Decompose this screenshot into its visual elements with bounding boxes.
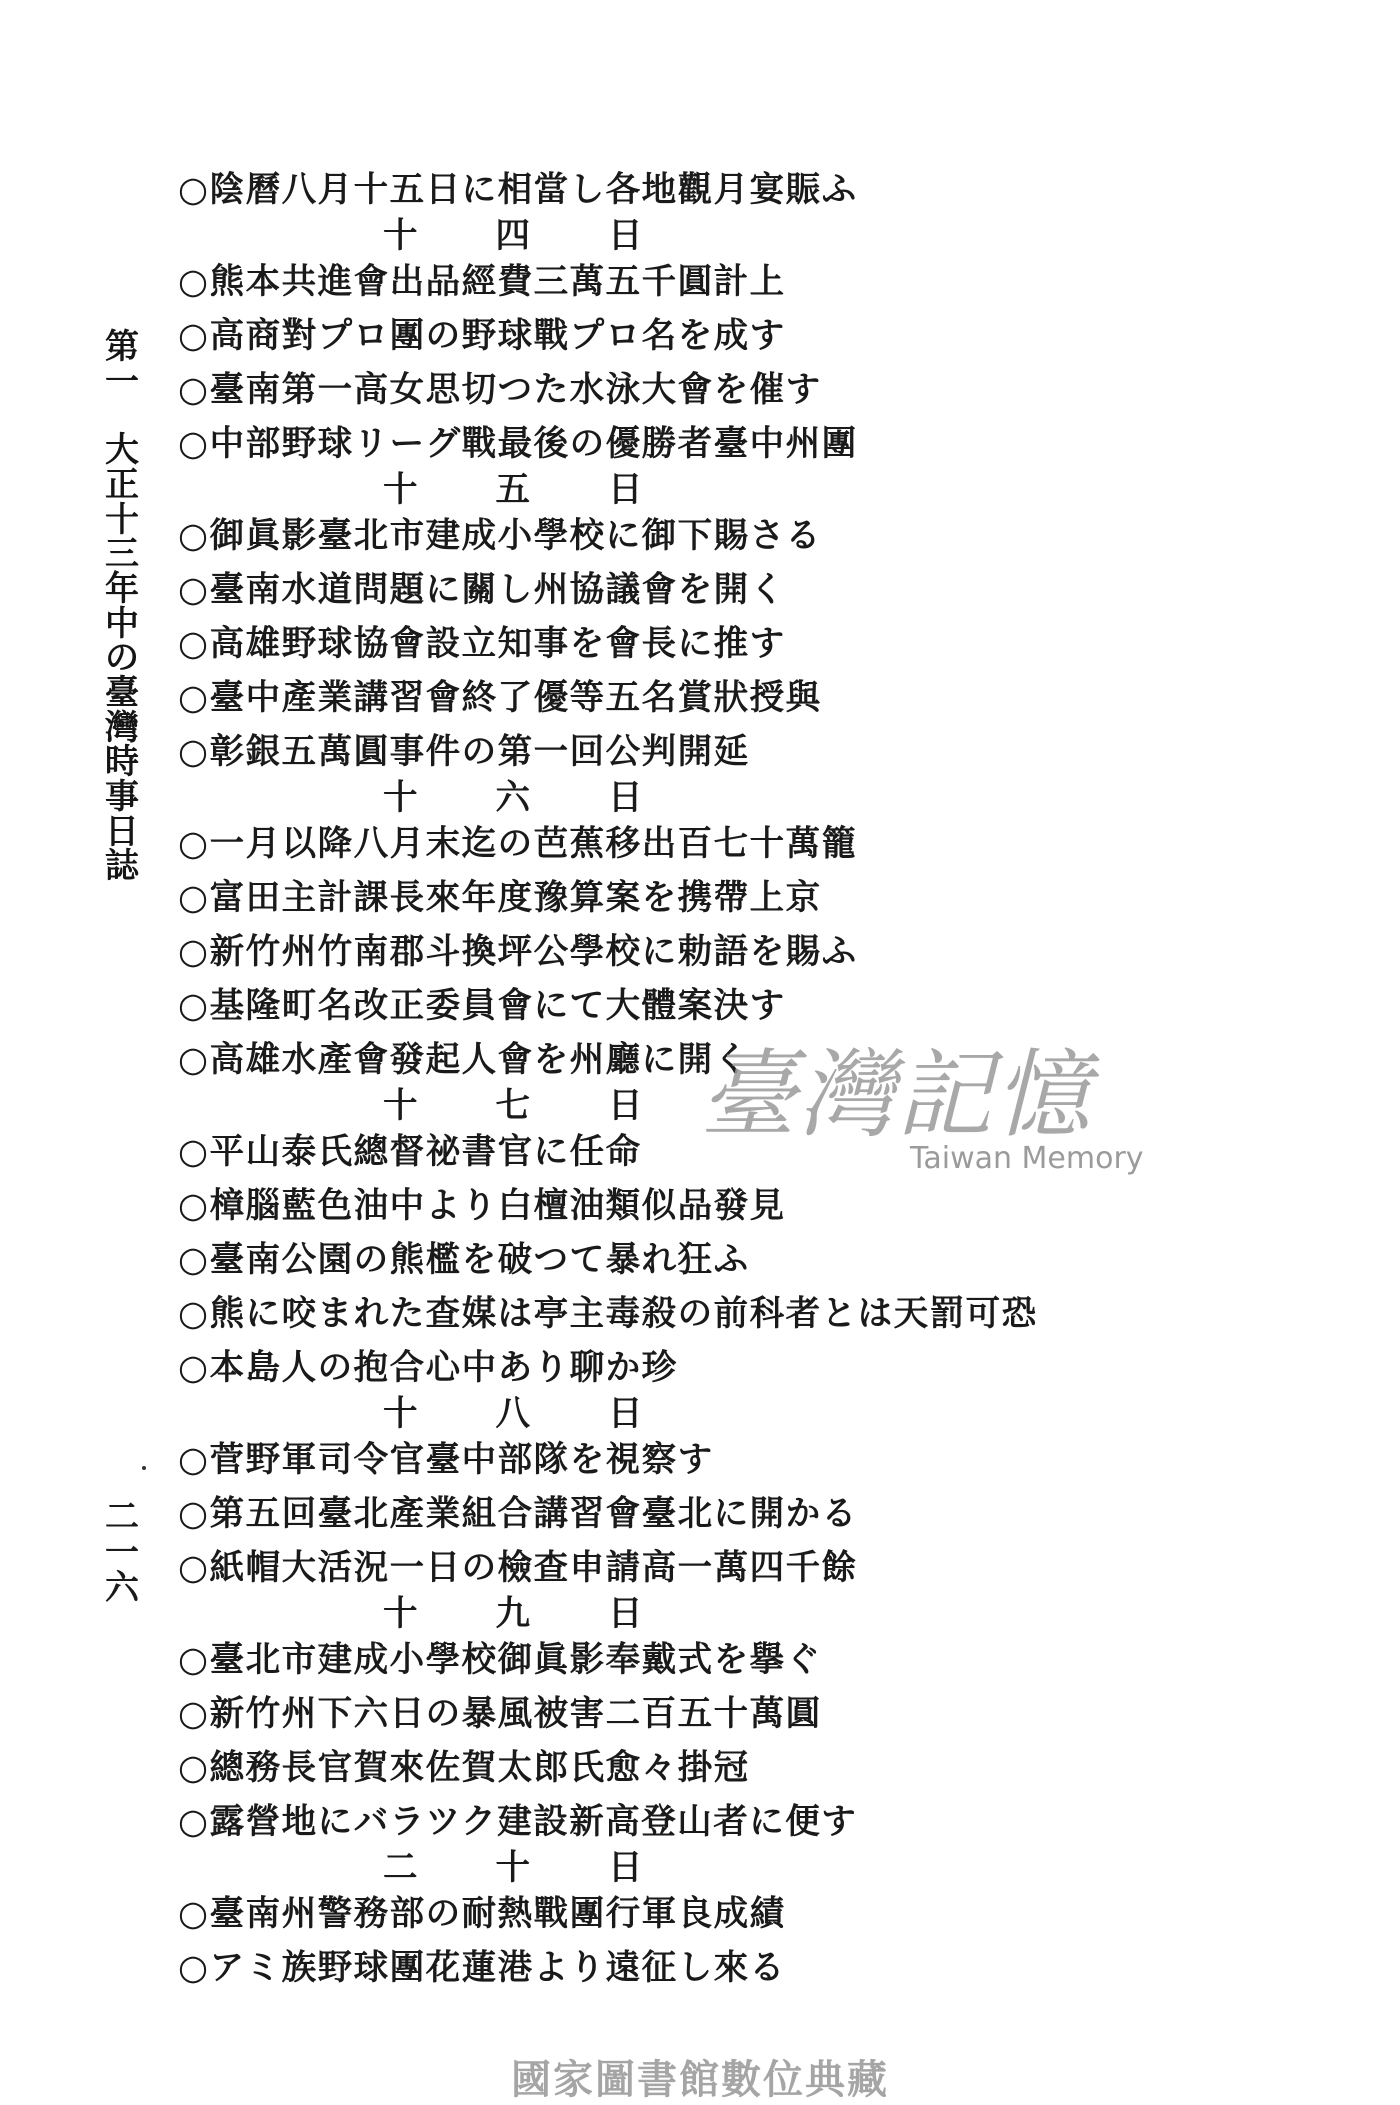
day-heading: 十五日 <box>383 470 721 510</box>
diary-entry: ○御眞影臺北市建成小學校に御下賜さる <box>178 516 822 556</box>
running-head-part: 第 一 <box>105 327 139 402</box>
diary-entry: ○第五回臺北產業組合講習會臺北に開かる <box>178 1494 858 1534</box>
diary-entry: ○臺南第一高女思切つた水泳大會を催す <box>178 370 822 410</box>
day-heading: 十四日 <box>383 216 721 256</box>
diary-entry: ○陰曆八月十五日に相當し各地觀月宴賑ふ <box>178 170 858 210</box>
running-head-title: 大 正 十 三 年 中 の 臺 灣 時 事 日 誌 <box>105 430 139 887</box>
day-heading: 十七日 <box>383 1086 721 1126</box>
print-speck <box>142 1466 146 1470</box>
diary-entry: ○臺南州警務部の耐熱戰團行軍良成績 <box>178 1894 786 1934</box>
diary-entry: ○基隆町名改正委員會にて大體案決す <box>178 986 786 1026</box>
diary-entry: ○高雄野球協會設立知事を會長に推す <box>178 624 786 664</box>
diary-entry: ○總務長官賀來佐賀太郎氏愈々掛冠 <box>178 1748 750 1788</box>
day-heading: 十九日 <box>383 1594 721 1634</box>
diary-entry: ○一月以降八月末迄の芭蕉移出百七十萬籠 <box>178 824 858 864</box>
watermark-title: 臺灣記憶 <box>700 1039 1092 1151</box>
diary-entry: ○臺南水道問題に關し州協議會を開く <box>178 570 786 610</box>
diary-entry: ○紙帽大活況一日の檢查申請高一萬四千餘 <box>178 1548 858 1588</box>
day-heading: 十六日 <box>383 778 721 818</box>
diary-entry: ○高雄水產會發起人會を州廳に開く <box>178 1040 750 1080</box>
running-head <box>102 327 142 887</box>
diary-entry: ○本島人の抱合心中あり聊か珍 <box>178 1348 678 1388</box>
diary-entry: ○樟腦藍色油中より白檀油類似品發見 <box>178 1186 786 1226</box>
footer-credit: 國家圖書館數位典藏 <box>511 2057 889 2103</box>
page-number: 二 一 六 <box>105 1497 139 1609</box>
diary-entry: ○露營地にバラツク建設新高登山者に便す <box>178 1802 858 1842</box>
diary-entry: ○臺北市建成小學校御眞影奉戴式を擧ぐ <box>178 1640 822 1680</box>
diary-entry: ○新竹州竹南郡斗換坪公學校に勅語を賜ふ <box>178 932 858 972</box>
watermark-subtitle: Taiwan Memory <box>910 1141 1144 1176</box>
diary-entry: ○菅野軍司令官臺中部隊を視察す <box>178 1440 714 1480</box>
diary-entry: ○熊本共進會出品經費三萬五千圓計上 <box>178 262 786 302</box>
diary-entry: ○彰銀五萬圓事件の第一回公判開延 <box>178 732 750 772</box>
diary-entry: ○アミ族野球團花蓮港より遠征し來る <box>178 1948 786 1988</box>
day-heading: 十八日 <box>383 1394 721 1434</box>
diary-entry: ○高商對プロ團の野球戰プロ名を成す <box>178 316 786 356</box>
day-heading: 二十日 <box>383 1848 721 1888</box>
diary-entry: ○臺中產業講習會終了優等五名賞狀授與 <box>178 678 822 718</box>
diary-entry: ○平山泰氏總督祕書官に任命 <box>178 1132 642 1172</box>
diary-entry: ○中部野球リーグ戰最後の優勝者臺中州團 <box>178 424 858 464</box>
diary-entry: ○熊に咬まれた查媒は亭主毒殺の前科者とは天罰可恐 <box>178 1294 1038 1334</box>
diary-entry: ○新竹州下六日の暴風被害二百五十萬圓 <box>178 1694 822 1734</box>
diary-entry: ○富田主計課長來年度豫算案を携帶上京 <box>178 878 822 918</box>
watermark <box>700 1039 1150 1176</box>
diary-entry: ○臺南公園の熊檻を破つて暴れ狂ふ <box>178 1240 750 1280</box>
